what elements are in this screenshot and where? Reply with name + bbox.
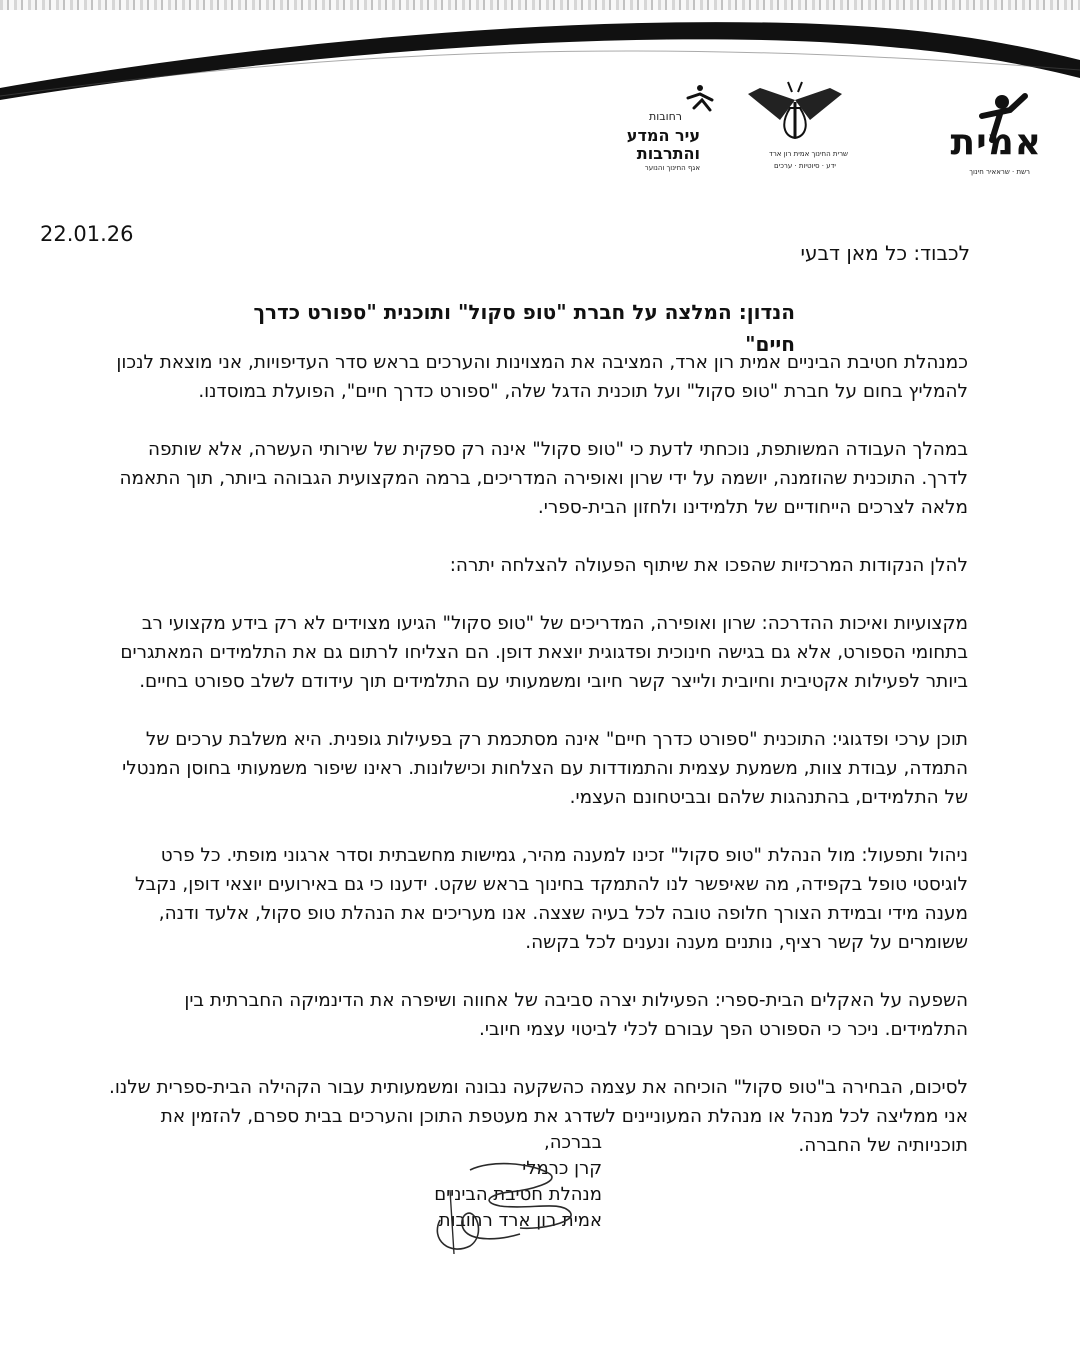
paragraph-collaboration: במהלך העבודה המשותפת, נוכחתי לדעת כי "טופ סקול" אינה רק ספקית של שירותי העשרה, אלא שותפה לדרך. התוכנית שהוזמנה, יושמה על ידי שרון ואופירה המדריכים, ברמה המקצועית הגבוהה ביותר, תוך התאמה מלאה לצרכים הייחודיים של תלמידינו ולחזון הבית-ספרי.: [119, 439, 968, 518]
amit-logo-tagline: רשת · שראאיר חינוך: [969, 168, 1030, 176]
letter-body: [108, 348, 968, 1189]
signature-closing: בברכה,: [544, 1132, 602, 1153]
rehovot-logo: [600, 80, 720, 180]
letterhead-logos: [600, 80, 1050, 180]
paragraph-intro: כמנהלת חטיבת הביניים אמית רון ארד, המציבה את המצוינות והערכים בראש סדר העדיפויות, אני מוצאת לנכון להמליץ בחום על חברת "טופ סקול" ועל תוכנית הדגל שלה, "ספורט כדרך חיים", הפועלת במוסדנו.: [116, 352, 968, 402]
rehovot-logo-top: רחובות: [649, 110, 682, 123]
paragraph-values-content: תוכן ערכי ופדגוגי: התוכנית "ספורט כדרך חיים" אינה מסתכמת רק בפעילות גופנית. היא משלבת ערכים של התמדה, עבודת צוות, משמעת עצמית והתמודדות עם הצלחות וכישלונות. ראינו שיפור משמעותי בחוסן המנטלי של התלמידים, בהתנהגות שלהם ובביטחונם העצמי.: [122, 729, 968, 808]
school-logo-tagline: ידע · סיוטיות · ערכים: [774, 162, 836, 170]
school-logo: [740, 80, 850, 180]
handwritten-signature: [410, 1150, 610, 1260]
letter-date: 22.01.26: [40, 222, 134, 246]
signature-school: אמית רון ארד רחובות: [438, 1210, 602, 1231]
amit-logo-name: אמית: [950, 122, 1042, 163]
rehovot-logo-tagline: אגף החינוך והנוער: [644, 164, 700, 172]
signature-name: קרן כרמלי: [522, 1158, 602, 1179]
paragraph-management: ניהול ותפעול: מול הנהלת "טופ סקול" זכינו למענה מהיר, גמישות מחשבתית וסדר ארגוני מופתי. כל פרט לוגיסטי טופל בקפידה, מה שאיפשר לנו להתמקד בחינוך בראש שקט. ידענו כי גם באירועים יוצאי דופן, נקבל מענה מידי ובמידת הצורך חלופה טובה לכל בעיה שצצה. אנו מעריכים את הנהלת טופ סקול, אלעד ודנה, ששומרים על קשר רציף, נותנים מענה ונענים לכל בקשה.: [135, 845, 968, 953]
paragraph-summary: לסיכום, הבחירה ב"טופ סקול" הוכיחה את עצמה כהשקעה נבונה ומשמעותית עבור הקהילה הבית-ספרית שלנו. אני ממליצה לכל מנהל או מנהלת המעוניינים לשדרג את מעטפת התוכן והערכים בבית ספרם, להזמין את תוכניותיה של החברה.: [108, 1077, 968, 1156]
school-logo-name: שרית החינוך אמית רון ארד: [769, 150, 848, 158]
butterfly-icon: [740, 80, 850, 150]
paragraph-professionalism: מקצועיות ואיכות ההדרכה: שרון ואופירה, המדריכים של "טופ סקול" הגיעו מצוידים לא רק בידע מקצועי רב בתחומי הספורט, אלא גם בגישה חינוכית ופדגוגית יוצאת דופן. הם הצליחו לרתום גם את התלמידים המאתגרים ביותר לפעילות אקטיבית וחיובית ולייצר קשר חיובי ומשמעותי עם התלמידים תוך עידודם לשלב ספורט בחיים.: [120, 613, 968, 692]
rehovot-logo-line2: והתרבות: [636, 144, 700, 163]
rehovot-emblem-icon: [680, 80, 720, 120]
signature-role: מנהלת חטיבת הביניים: [434, 1184, 602, 1205]
addressee: לכבוד: כל מאן דבעי: [800, 241, 970, 265]
letter-subject: הנדון: המלצה על חברת "טופ סקול" ותוכנית "ספורט כדרך חיים": [253, 300, 795, 356]
paragraph-school-climate: השפעה על האקלים הבית-ספרי: הפעילות יצרה סביבה של אחווה ושיפרה את הדינמיקה החברתית בין התלמידים. ניכר כי הספורט הפך עבורם לכלי לביטוי עצמי חיובי.: [184, 990, 968, 1040]
rehovot-logo-line1: עיר המדע: [626, 126, 700, 145]
paragraph-key-points-intro: להלן הנקודות המרכזיות שהפכו את שיתוף הפעולה להצלחה יתרה:: [449, 555, 968, 576]
amit-logo: [860, 80, 1050, 180]
